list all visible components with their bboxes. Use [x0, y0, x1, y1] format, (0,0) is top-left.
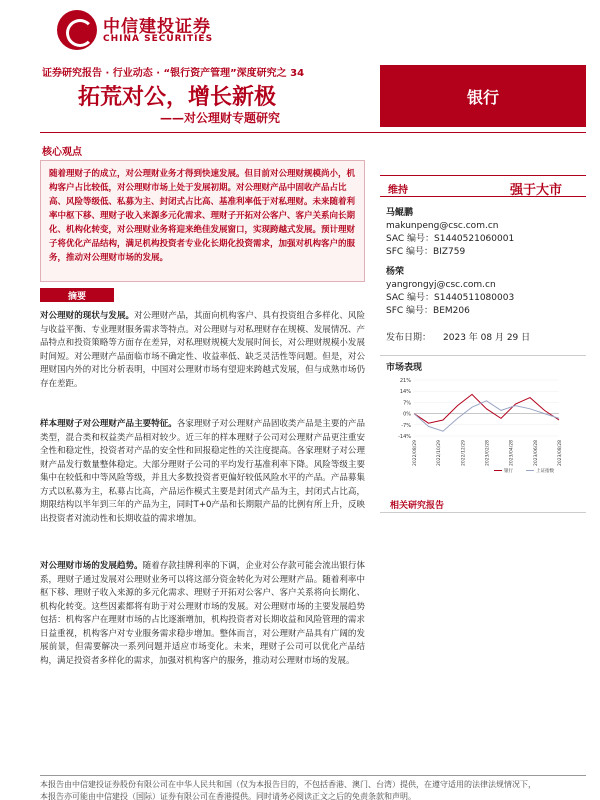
paragraph-1-text: 对公理财产品，其面向机构客户、具有投资组合多样化、风险与收益平衡、专业理财服务需求等特点。对公理财与对私理财存在规模、发展情况、产品特点和投资策略等方面存在差异，对私理财规模大发展时间长，对公理财规模小发展时间短。对公理财产品面临市场不确定性、收益率低、缺乏灵活性等问题。但是，对公理财国内外的对比分析表明，中国对公理财市场有望迎来跨越式发展，但与成熟市场仍存在差距。	[40, 311, 365, 389]
analyst-name: 马鲲鹏	[386, 208, 414, 218]
footer-line-2: 本报告亦可能由中信建投（国际）证券有限公司在香港提供。同时请务必阅读正文之后的免责条款和声明。	[40, 792, 416, 800]
paragraph-3-heading: 对公理财市场的发展趋势。	[40, 561, 143, 571]
publish-date	[386, 330, 530, 343]
analyst-email[interactable]: yangrongyj@csc.com.cn	[386, 280, 496, 290]
paragraph-2-text: 各家理财子对公理财产品固收类产品是主要的产品类型，混合类和权益类产品相对较少。近三年的样本理财子公司对公理财产品更注重安全性和稳定性，投资者对产品的安全性和回报稳定性的关注度提高。各家理财子对公理财产品发行数量整体稳定。大部分理财子公司的平均发行基准利率下降。风险等级主要集中在较低和中等风险等级，并且大多数投资者更偏好较低风险水平的产品。产品募集方式以私募为主，私募占比高，产品运作模式主要是封闭式产品为主，封闭式占比高，期限结构以半年到三年的产品为主，同时T+0产品和长期限产品的比例有所上升，反映出投资者对流动性和长期收益的需求增加。	[40, 419, 365, 524]
report-subtitle: ——对公理财专题研究	[160, 111, 281, 125]
market-performance-chart	[394, 376, 564, 476]
paragraph-2-heading: 样本理财子对公理财产品主要特征。	[40, 419, 177, 429]
logo-text-cn: 中信建投证券	[103, 17, 211, 37]
x-tick-label: 2023/06/28	[533, 440, 539, 466]
abstract-paragraph-1	[40, 310, 365, 391]
y-tick-label: 21%	[399, 378, 411, 384]
x-tick-label: 2023/04/28	[509, 440, 515, 466]
publish-date-value: 2023 年 08 月 29 日	[443, 333, 531, 343]
report-series: 证券研究报告 · 行业动态 · “银行资产管理”深度研究之 34	[42, 68, 305, 79]
y-tick-label: 7%	[403, 400, 411, 407]
analyst-sfc: SFC 编号：BEM206	[386, 306, 470, 316]
analyst-block	[386, 266, 514, 318]
x-tick-label: 2022/12/29	[461, 440, 467, 466]
y-tick-label: -14%	[398, 434, 411, 440]
analyst-sfc: SFC 编号：BIZ759	[386, 247, 466, 257]
right-column-divider	[380, 355, 586, 356]
y-tick-label: -7%	[401, 422, 411, 429]
rating-bar	[380, 175, 586, 197]
y-tick-label: 14%	[399, 389, 411, 396]
analyst-sac: SAC 编号：S1440511080003	[386, 293, 515, 303]
y-tick-label: 0%	[403, 411, 411, 418]
core-view-text: 随着理财子的成立，对公理财业务才得到快速发展。但目前对公理财规模尚小，机构客户占比较低，对公理财市场上处于发展初期。对公理财产品中固收产品占比高、风险等级低、私募为主、封闭式占比高、基准利率低于对私理财。未来随着利率中枢下移、理财子收入来源多元化需求、理财子开拓对公客户、客户关系向长期化、机构化转变，对公理财业务将迎来绝佳发展窗口，实现跨越式发展。预计理财子将优化产品结构，满足机构投资者专业化长期化投资需求，加强对机构客户的服务，推动对公理财市场的发展。	[49, 169, 356, 263]
market-performance-label: 市场表现	[386, 363, 423, 373]
related-reports-divider	[380, 512, 586, 513]
publish-date-label: 发布日期：	[386, 333, 432, 343]
footer-line-1: 本报告由中信建投证券股份有限公司在中华人民共和国（仅为本报告目的，不包括香港、澳门、台湾）提供，在遵守适用的法律法规情况下，	[40, 780, 536, 789]
paragraph-3-text: 随着存款挂牌利率的下调，企业对公存款可能会流出银行体系，理财子通过发展对公理财业务可以将这部分资金转化为对公理财产品。随着利率中枢下移、理财子收入来源的多元化需求、理财子开拓对公客户、客户关系将向长期化、机构化转变。这些因素都将有助于对公理财市场的发展。对公理财市场的主要发展趋势包括：机构客户在理财市场的占比逐渐增加，机构投资者对长期收益和风险管理的需求日益重视，机构客户对专业服务需求稳步增加。整体而言，对公理财产品具有广阔的发展前景，但需要解决一系列问题并适应市场变化。未来，理财子公司可以优化产品结构，满足投资者多样化的需求，加强对机构客户的服务，推动对公理财市场的发展。	[40, 561, 365, 666]
logo-text-en: CHINA SECURITIES	[103, 34, 214, 44]
legend-label: 上证指数	[536, 469, 554, 474]
related-reports-label: 相关研究报告	[390, 501, 445, 511]
abstract-paragraph-3	[40, 560, 365, 668]
industry-badge: 银行	[380, 65, 586, 127]
series-line-2	[414, 401, 559, 431]
core-view-label: 核心观点	[42, 147, 82, 158]
analyst-name: 杨荣	[386, 267, 405, 277]
header-divider	[40, 132, 586, 133]
x-tick-label: 2022/10/29	[437, 440, 443, 466]
footer-divider	[40, 775, 586, 776]
core-view-box	[40, 160, 365, 282]
rating-value: 强于大市	[509, 183, 562, 198]
abstract-paragraph-2	[40, 418, 365, 526]
x-tick-label: 2023/02/28	[485, 440, 491, 466]
logo-mark-icon	[57, 10, 97, 50]
x-tick-label: 2023/08/28	[558, 440, 563, 466]
rating-action: 维持	[388, 185, 408, 196]
abstract-label: 摘要	[40, 288, 114, 302]
footer-disclaimer	[40, 779, 586, 800]
company-logo	[57, 10, 217, 50]
x-tick-label: 2022/08/29	[413, 440, 418, 466]
paragraph-1-heading: 对公理财的现状与发展。	[40, 311, 135, 321]
analyst-sac: SAC 编号：S1440521060001	[386, 234, 515, 244]
report-title: 拓荒对公，增长新极	[78, 85, 277, 110]
analyst-block	[386, 207, 514, 259]
series-line-1	[414, 394, 559, 423]
analyst-email[interactable]: makunpeng@csc.com.cn	[386, 221, 499, 231]
legend-label: 银行	[504, 469, 513, 474]
